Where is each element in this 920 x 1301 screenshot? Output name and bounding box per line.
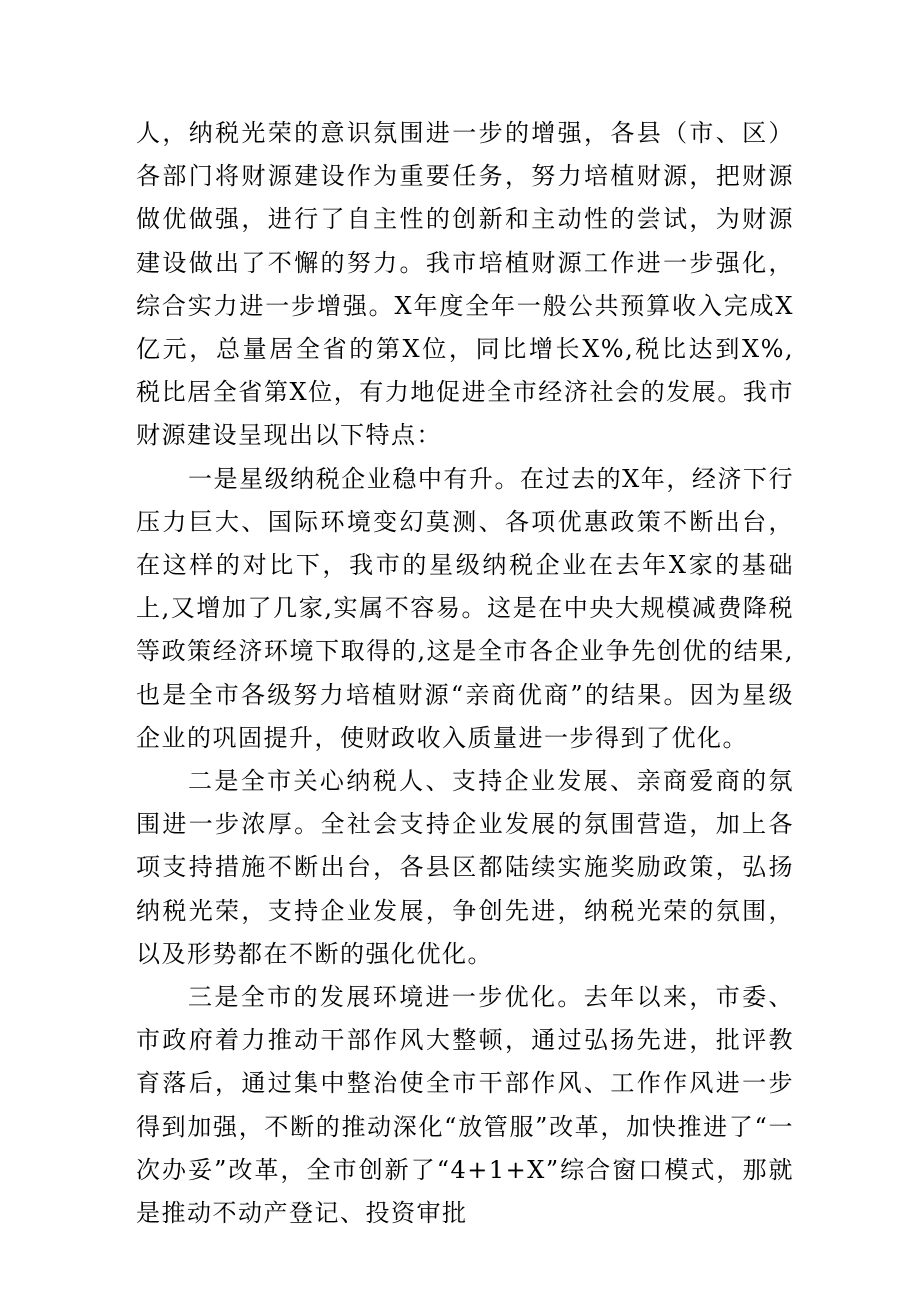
paragraph-point-two: 二是全市关心纳税人、支持企业发展、亲商爱商的氛围进一步浓厚。全社会支持企业发展的氛围营造，加上各项支持措施不断出台，各县区都陆续实施奖励政策，弘扬纳税光荣，支持企业发展，争创先进，纳税光荣的氛围，以及形势都在不断的强化优化。 [136,767,794,968]
paragraph-point-three: 三是全市的发展环境进一步优化。去年以来，市委、市政府着力推动干部作风大整顿，通过弘扬先进，批评教育落后，通过集中整治使全市干部作风、工作作风进一步得到加强，不断的推动深化“放管服”改革，加快推进了“一次办妥”改革，全市创新了“4+1+X”综合窗口模式，那就是推动不动产登记、投资审批 [136,983,794,1228]
paragraph-continuation: 人，纳税光荣的意识氛围进一步的增强，各县（市、区）各部门将财源建设作为重要任务，努力培植财源，把财源做优做强，进行了自主性的创新和主动性的尝试，为财源建设做出了不懈的努力。我市培植财源工作进一步强化，综合实力进一步增强。X年度全年一般公共预算收入完成X亿元，总量居全省的第X位，同比增长X%,税比达到X%,税比居全省第X位，有力地促进全市经济社会的发展。我市财源建设呈现出以下特点： [136,119,794,450]
paragraph-point-one: 一是星级纳税企业稳中有升。在过去的X年，经济下行压力巨大、国际环境变幻莫测、各项优惠政策不断出台，在这样的对比下，我市的星级纳税企业在去年X家的基础上,又增加了几家,实属不容易。这是在中央大规模减费降税等政策经济环境下取得的,这是全市各企业争先创优的结果,也是全市各级努力培植财源“亲商优商”的结果。因为星级企业的巩固提升，使财政收入质量进一步得到了优化。 [136,464,794,752]
